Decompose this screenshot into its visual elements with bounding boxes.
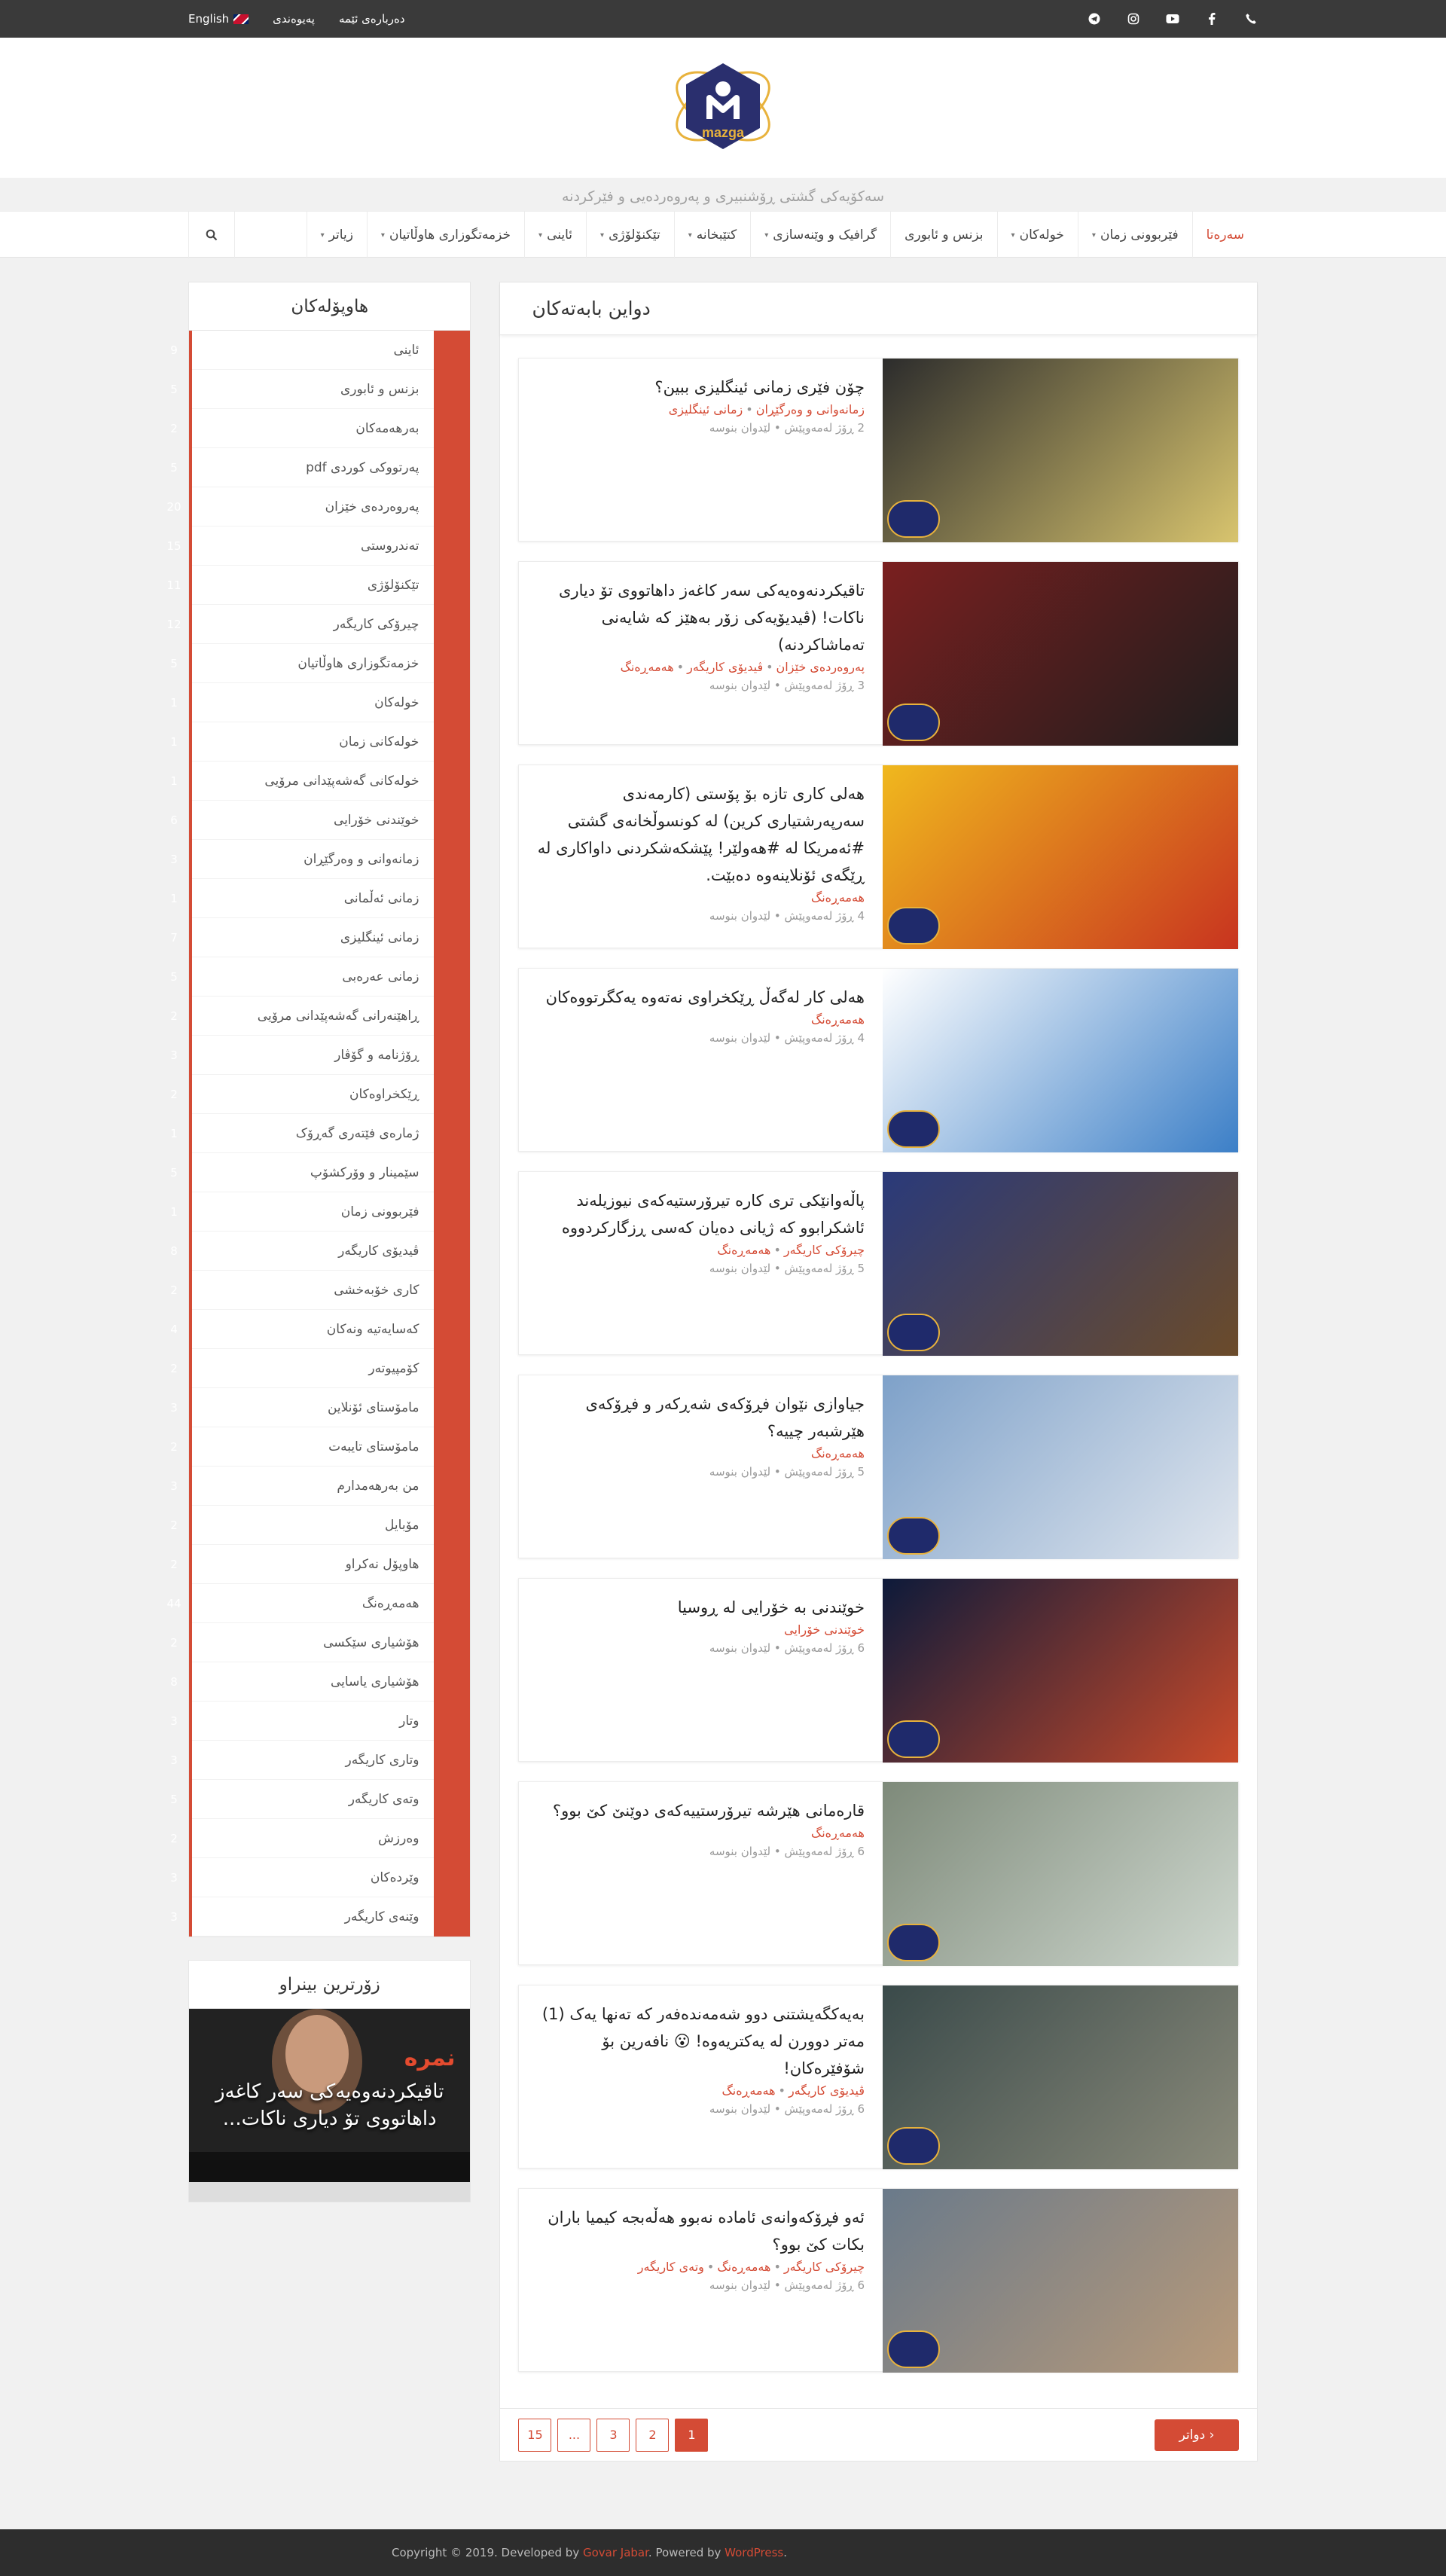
category-count: 8 <box>170 1244 178 1258</box>
category-list <box>166 331 470 1937</box>
category-name: زمانی ئینگلیزی <box>340 929 419 945</box>
category-item[interactable] <box>166 566 434 605</box>
chevron-down-icon: ▾ <box>600 230 605 240</box>
post-title[interactable]: خوێندنی بە خۆرایی لە ڕوسیا <box>677 1598 865 1616</box>
post-thumbnail[interactable] <box>883 1579 1238 1763</box>
category-name: زمانی عەرەبی <box>342 969 419 984</box>
category-name: خولەکانی گەشەپێدانی مرۆیی <box>264 773 419 789</box>
footer-developer-link[interactable]: Govar Jabar <box>582 2546 648 2559</box>
category-count: 3 <box>170 1479 178 1493</box>
category-name: ژمارەی فێتەری گەڕۆک <box>295 1125 419 1141</box>
category-count: 2 <box>170 1831 178 1845</box>
category-item[interactable] <box>170 801 434 840</box>
category-item[interactable] <box>170 644 434 683</box>
search-button[interactable] <box>188 212 235 258</box>
telegram-icon[interactable] <box>1088 12 1101 26</box>
nav-item-label: ئاینی <box>547 227 573 243</box>
category-item[interactable] <box>166 1584 434 1623</box>
post-meta: 6 ڕۆژ لەمەوپێش • لێدوان بنوسە <box>709 1641 865 1655</box>
category-separator: • <box>773 1243 781 1257</box>
post-meta: 6 ڕۆژ لەمەوپێش • لێدوان بنوسە <box>709 1845 865 1858</box>
post-body <box>519 2189 883 2371</box>
category-name: زمانی ئەڵمانی <box>343 890 419 906</box>
post-meta: 5 ڕۆژ لەمەوپێش • لێدوان بنوسە <box>709 1465 865 1479</box>
category-name: ڕاهێنەرانی گەشەپێدانی مرۆیی <box>257 1008 419 1024</box>
post-card[interactable] <box>518 765 1239 948</box>
category-item[interactable] <box>170 1467 434 1506</box>
post-card[interactable] <box>518 561 1239 745</box>
category-name: هاوپۆل نەکراو <box>345 1556 419 1572</box>
category-name: مامۆستای تایبەت <box>328 1439 419 1454</box>
category-name: هۆشیاری یاسایی <box>330 1674 419 1689</box>
page-number[interactable]: 15 <box>518 2419 551 2452</box>
post-categories <box>537 2083 865 2098</box>
category-name: ڤیدیۆی کاریگەر <box>338 1243 419 1259</box>
post-title[interactable]: جیاوازی نێوان فڕۆکەی شەڕکەر و فڕۆکەی هێرشبەر چییە؟ <box>585 1395 865 1440</box>
nav-item-label: سەرەتا <box>1206 227 1244 243</box>
category-name: کۆمپیوتەر <box>368 1360 419 1376</box>
watermark-logo-icon <box>887 1720 940 1758</box>
watermark-logo-icon <box>887 907 940 945</box>
post-body <box>519 765 883 948</box>
main-navigation <box>0 211 1446 258</box>
category-item[interactable] <box>170 1114 434 1153</box>
post-body <box>519 1579 883 1761</box>
category-name: کاری خۆبەخشی <box>334 1282 419 1298</box>
watermark-logo-icon <box>887 1924 940 1961</box>
nav-item[interactable] <box>750 212 890 258</box>
chevron-down-icon: ▾ <box>1091 230 1096 240</box>
post-meta: 4 ڕۆژ لەمەوپێش • لێدوان بنوسە <box>709 909 865 923</box>
page-numbers <box>518 2419 708 2452</box>
category-count: 3 <box>170 1048 178 1062</box>
category-name: سێمینار و وۆرکشۆپ <box>310 1164 419 1180</box>
categories-widget <box>166 282 471 1937</box>
post-thumbnail[interactable] <box>883 969 1238 1152</box>
category-item[interactable] <box>170 331 434 370</box>
category-count: 2 <box>170 1087 178 1101</box>
category-count: 1 <box>170 891 178 905</box>
footer-wordpress-link[interactable]: WordPress <box>725 2546 784 2559</box>
category-item[interactable] <box>170 762 434 801</box>
social-icons <box>1088 12 1258 26</box>
post-category-link[interactable]: هەمەڕەنگ <box>717 2260 771 2274</box>
post-categories <box>537 890 865 905</box>
category-name: وەرزش <box>378 1830 419 1846</box>
post-list <box>500 335 1257 2399</box>
category-name: هەمەڕەنگ <box>362 1595 419 1611</box>
category-item[interactable] <box>170 1702 434 1741</box>
chevron-down-icon: ▾ <box>688 230 692 240</box>
svg-text:mazga: mazga <box>701 125 745 140</box>
chevron-down-icon: ▾ <box>320 230 325 240</box>
category-count: 3 <box>170 1400 178 1415</box>
category-item[interactable] <box>170 683 434 722</box>
page-number[interactable]: 1 <box>675 2419 708 2452</box>
category-count: 2 <box>170 1557 178 1571</box>
category-count: 5 <box>170 656 178 670</box>
category-item[interactable] <box>170 370 434 409</box>
most-viewed-caption: تاقیکردنەوەیەکی سەر کاغەز داهاتووی تۆ دیاری ناکات... <box>215 2080 444 2130</box>
post-body <box>519 1985 883 2168</box>
category-count: 6 <box>170 813 178 827</box>
post-category-link[interactable]: چیرۆکی کاریگەر <box>783 1243 865 1257</box>
nav-item-label: فێربوونی زمان <box>1100 227 1179 243</box>
category-count: 2 <box>170 1439 178 1454</box>
post-categories <box>537 402 865 417</box>
category-name: ڕێکخراوەکان <box>349 1086 419 1102</box>
category-separator: • <box>773 2260 781 2274</box>
category-count: 1 <box>170 695 178 710</box>
post-title[interactable]: بەیەکگەیشتنی دوو شەمەندەفەر کە تەنها یەک (1) مەتر دوورن لە یەکتریەوە! 😮 نافەرین بۆ شۆفێرەکان! <box>541 2005 865 2077</box>
category-count: 8 <box>170 1674 178 1689</box>
most-viewed-widget <box>188 1960 471 2202</box>
language-switch[interactable] <box>188 12 249 26</box>
post-category-link[interactable]: وتەی کاریگەر <box>637 2260 704 2274</box>
category-name: کەسایەتیە ونەکان <box>326 1321 419 1337</box>
post-card[interactable] <box>518 2188 1239 2372</box>
category-item[interactable] <box>170 1349 434 1388</box>
footer-copyright: Copyright © 2019. Developed by <box>392 2546 583 2559</box>
site-logo[interactable] <box>667 50 779 163</box>
post-category-link[interactable]: چیرۆکی کاریگەر <box>783 2260 865 2274</box>
post-card[interactable] <box>518 1985 1239 2169</box>
post-category-link[interactable]: هەمەڕەنگ <box>810 890 865 905</box>
post-categories <box>537 1446 865 1460</box>
category-name: من بەرهەمدارم <box>337 1478 419 1494</box>
category-item[interactable] <box>170 918 434 957</box>
page-number[interactable]: 3 <box>596 2419 630 2452</box>
category-count: 7 <box>170 930 178 945</box>
post-category-link[interactable]: هەمەڕەنگ <box>620 660 674 674</box>
top-links <box>188 12 405 26</box>
post-category-link[interactable]: ڤیدیۆی کاریگەر <box>687 660 764 674</box>
category-count: 3 <box>170 1753 178 1767</box>
category-count: 5 <box>170 1165 178 1180</box>
post-thumbnail[interactable] <box>883 1375 1238 1559</box>
site-header <box>0 38 1446 205</box>
search-icon <box>206 229 218 241</box>
category-name: بەرهەمەکان <box>355 420 419 436</box>
category-item[interactable] <box>170 1036 434 1075</box>
facebook-icon[interactable] <box>1205 12 1219 26</box>
category-item[interactable] <box>170 722 434 762</box>
post-categories <box>537 1243 865 1257</box>
phone-icon[interactable] <box>1244 12 1258 26</box>
category-name: خزمەتگوزاری هاوڵاتیان <box>297 655 419 671</box>
category-item[interactable] <box>170 957 434 997</box>
category-name: وتەی کاریگەر <box>348 1791 419 1807</box>
post-thumbnail[interactable] <box>883 1172 1238 1356</box>
post-categories <box>537 660 865 674</box>
post-categories <box>537 2260 865 2274</box>
category-count: 2 <box>170 1635 178 1650</box>
category-separator: • <box>746 402 753 417</box>
category-count: 3 <box>170 1909 178 1924</box>
category-item[interactable] <box>170 448 434 487</box>
post-title[interactable]: قارەمانی هێرشە تیرۆرستییەکەی دوێنێ کێ بوو؟ <box>552 1802 865 1820</box>
category-count: 2 <box>170 421 178 435</box>
category-count: 2 <box>170 1283 178 1297</box>
site-tagline: سەکۆیەکی گشتی ڕۆشنبیری و پەروەردەیی و فێرکردنە <box>562 188 884 205</box>
category-name: زمانەوانی و وەرگێڕان <box>304 851 419 867</box>
category-name: بزنس و ئابوری <box>340 381 419 397</box>
footer-powered-text: . Powered by <box>648 2546 725 2559</box>
watermark-logo-icon <box>887 704 940 741</box>
contact-link[interactable]: پەیوەندی <box>273 12 315 26</box>
category-count: 1 <box>170 774 178 788</box>
category-count: 4 <box>170 1322 178 1336</box>
post-card[interactable] <box>518 1171 1239 1355</box>
category-item[interactable] <box>170 1545 434 1584</box>
category-item[interactable] <box>166 526 434 566</box>
post-title[interactable]: هەلی کاری تازە بۆ پۆستی (کارمەندی سەرپەرشتیاری کرین) لە کونسوڵخانەی گشتی #ئەمریکا لە #هەولێر! پێشکەشکردنی داواکاری لە ڕێگەی ئۆنلاینەوە دەبێت. <box>537 785 865 884</box>
category-count: 5 <box>170 1792 178 1806</box>
post-title[interactable]: تاقیکردنەوەیەکی سەر کاغەز داهاتووی تۆ دیاری ناکات! (ڤیدیۆیەکی زۆر بەهێز کە شایەنی تەماشاکردنە) <box>559 581 865 654</box>
post-meta: 3 ڕۆژ لەمەوپێش • لێدوان بنوسە <box>709 679 865 692</box>
category-count: 2 <box>170 1009 178 1023</box>
post-card[interactable] <box>518 1781 1239 1965</box>
category-item[interactable] <box>170 1623 434 1662</box>
pagination <box>500 2408 1257 2461</box>
category-name: وتار <box>399 1713 419 1729</box>
category-name: خوێندنی خۆرایی <box>333 812 419 828</box>
category-separator: • <box>706 2260 715 2274</box>
category-item[interactable] <box>170 1388 434 1427</box>
post-title[interactable]: هەلی کار لەگەڵ ڕێکخراوی نەتەوە یەکگرتووەکان <box>545 988 865 1006</box>
post-meta: 6 ڕۆژ لەمەوپێش • لێدوان بنوسە <box>709 2278 865 2292</box>
category-count: 5 <box>170 382 178 396</box>
category-count: 3 <box>170 1870 178 1885</box>
post-thumbnail[interactable] <box>883 562 1238 746</box>
category-count: 9 <box>170 343 178 357</box>
pagination-ellipsis: ... <box>557 2419 590 2452</box>
category-count: 44 <box>166 1596 182 1610</box>
category-name: ڕۆژنامە و گۆڤار <box>334 1047 419 1063</box>
post-card[interactable] <box>518 1578 1239 1762</box>
category-item[interactable] <box>170 1192 434 1232</box>
chevron-down-icon: ▾ <box>764 230 769 240</box>
post-category-link[interactable]: ڤیدیۆی کاریگەر <box>788 2083 865 2098</box>
post-meta: 5 ڕۆژ لەمەوپێش • لێدوان بنوسە <box>709 1262 865 1275</box>
latest-posts-title: دواین بابەتەکان <box>500 282 1257 335</box>
category-name: وێردەکان <box>370 1869 419 1885</box>
nav-item[interactable] <box>307 212 367 258</box>
post-body <box>519 1782 883 1964</box>
category-separator: • <box>778 2083 786 2098</box>
post-body <box>519 562 883 744</box>
post-thumbnail[interactable] <box>883 1985 1238 2169</box>
category-count: 3 <box>170 852 178 866</box>
post-category-link[interactable]: هەمەڕەنگ <box>810 1446 865 1460</box>
category-name: وێنەی کاریگەر <box>344 1909 419 1924</box>
page-number[interactable]: 2 <box>636 2419 669 2452</box>
next-page-button[interactable]: دواتر › <box>1155 2419 1239 2451</box>
category-item[interactable] <box>170 1271 434 1310</box>
nav-item-label: زیاتر <box>328 227 353 243</box>
category-item[interactable] <box>170 409 434 448</box>
category-item[interactable] <box>170 879 434 918</box>
category-count: 20 <box>166 499 182 514</box>
category-name: تێکنۆلۆژی <box>367 577 419 593</box>
category-name: خولەکانی زمان <box>339 734 419 749</box>
youtube-icon[interactable] <box>1166 12 1179 26</box>
nav-item[interactable] <box>997 212 1078 258</box>
category-name: مامۆستای ئۆنلاین <box>327 1399 419 1415</box>
site-footer <box>0 2529 1446 2576</box>
post-categories <box>537 1826 865 1840</box>
category-item[interactable] <box>170 1741 434 1780</box>
most-viewed-item[interactable] <box>189 2009 470 2202</box>
nav-item[interactable] <box>367 212 524 258</box>
watermark-logo-icon <box>887 1517 940 1555</box>
watermark-logo-icon <box>887 2127 940 2165</box>
category-name: تەندروستی <box>360 538 419 554</box>
nav-item[interactable] <box>1192 212 1258 258</box>
category-name: هۆشیاری سێکسی <box>323 1634 419 1650</box>
category-item[interactable] <box>170 1662 434 1702</box>
post-meta: 2 ڕۆژ لەمەوپێش • لێدوان بنوسە <box>709 421 865 435</box>
watermark-logo-icon <box>887 1110 940 1148</box>
nav-item-label: گرافیک و وێنەسازی <box>773 227 877 243</box>
category-count: 1 <box>170 1126 178 1140</box>
category-item[interactable] <box>170 1858 434 1897</box>
post-thumbnail[interactable] <box>883 765 1238 949</box>
category-count: 1 <box>170 734 178 749</box>
category-item[interactable] <box>170 1506 434 1545</box>
post-thumbnail[interactable] <box>883 1782 1238 1966</box>
nav-item-label: خزمەتگوزاری هاوڵاتیان <box>389 227 511 243</box>
category-item[interactable] <box>170 1780 434 1819</box>
chevron-down-icon: ▾ <box>1011 230 1015 240</box>
nav-item[interactable] <box>890 212 996 258</box>
category-name: مۆبایل <box>385 1517 419 1533</box>
category-count: 15 <box>166 539 182 553</box>
post-card[interactable] <box>518 968 1239 1152</box>
instagram-icon[interactable] <box>1127 12 1140 26</box>
footer-end: . <box>783 2546 787 2559</box>
category-name: چیرۆکی کاریگەر <box>333 616 419 632</box>
nav-item[interactable] <box>1078 212 1192 258</box>
post-meta: 4 ڕۆژ لەمەوپێش • لێدوان بنوسە <box>709 1031 865 1045</box>
post-card[interactable] <box>518 1375 1239 1558</box>
uk-flag-icon <box>233 14 249 24</box>
post-category-link[interactable]: هەمەڕەنگ <box>721 2083 776 2098</box>
category-item[interactable] <box>170 1427 434 1467</box>
post-body <box>519 359 883 541</box>
most-viewed-badge: نمرە <box>404 2045 456 2071</box>
latest-posts <box>499 282 1258 2462</box>
category-item[interactable] <box>170 997 434 1036</box>
about-link[interactable]: دەربارەی ئێمە <box>338 12 405 26</box>
post-category-link[interactable]: هەمەڕەنگ <box>810 1012 865 1027</box>
post-categories <box>537 1622 865 1637</box>
category-item[interactable] <box>170 840 434 879</box>
category-item[interactable] <box>170 1897 434 1937</box>
most-viewed-title: زۆرترین بینراو <box>189 1961 470 2009</box>
category-count: 5 <box>170 460 178 475</box>
nav-item-label: کتێبخانە <box>696 227 737 243</box>
category-name: پەرتووکی کوردی pdf <box>306 459 419 475</box>
post-category-link[interactable]: زمانەوانی و وەرگێڕان <box>755 402 865 417</box>
category-count: 11 <box>166 578 182 592</box>
nav-item[interactable] <box>524 212 586 258</box>
post-card[interactable] <box>518 358 1239 542</box>
nav-item[interactable] <box>586 212 674 258</box>
category-item[interactable] <box>166 605 434 644</box>
nav-item-label: تێکنۆلۆژی <box>609 227 660 243</box>
category-name: پەروەردەی خێزان <box>325 499 419 514</box>
category-count: 12 <box>166 617 182 631</box>
category-count: 2 <box>170 1361 178 1375</box>
chevron-down-icon: ▾ <box>380 230 385 240</box>
post-category-link[interactable]: خوێندنی خۆرایی <box>784 1622 865 1637</box>
category-separator: • <box>676 660 685 674</box>
category-name: فێربوونی زمان <box>340 1204 419 1219</box>
category-count: 1 <box>170 1204 178 1219</box>
post-title[interactable]: چۆن فێری زمانی ئینگلیزی ببین؟ <box>654 378 865 396</box>
category-name: وتاری کاریگەر <box>345 1752 419 1768</box>
post-categories <box>537 1012 865 1027</box>
categories-title: هاوپۆلەکان <box>189 282 470 331</box>
category-name: خولەکان <box>374 694 419 710</box>
category-separator: • <box>766 660 773 674</box>
post-category-link[interactable]: پەروەردەی خێزان <box>776 660 865 674</box>
watermark-logo-icon <box>887 1314 940 1351</box>
category-count: 5 <box>170 969 178 984</box>
post-title[interactable]: ئەو فڕۆکەوانەی ئامادە نەبوو هەڵەبجە کیمیا باران بکات کێ بوو؟ <box>548 2208 865 2254</box>
post-body <box>519 1375 883 1558</box>
post-title[interactable]: پاڵەوانێکی تری کارە تیرۆرستیەکەی نیوزیلەند ئاشکرابوو کە ژیانی دەیان کەسی ڕزگارکردووە <box>561 1192 865 1237</box>
category-item[interactable] <box>170 1819 434 1858</box>
post-category-link[interactable]: هەمەڕەنگ <box>810 1826 865 1840</box>
top-bar <box>0 0 1446 38</box>
category-item[interactable] <box>166 487 434 526</box>
category-item[interactable] <box>170 1232 434 1271</box>
post-body <box>519 1172 883 1354</box>
post-thumbnail[interactable] <box>883 359 1238 542</box>
nav-item[interactable] <box>674 212 751 258</box>
post-meta: 6 ڕۆژ لەمەوپێش • لێدوان بنوسە <box>709 2102 865 2116</box>
category-item[interactable] <box>170 1153 434 1192</box>
nav-item-label: خولەکان <box>1019 227 1064 243</box>
watermark-logo-icon <box>887 500 940 538</box>
watermark-logo-icon <box>887 2330 940 2368</box>
category-count: 2 <box>170 1518 178 1532</box>
category-item[interactable] <box>170 1310 434 1349</box>
category-item[interactable] <box>170 1075 434 1114</box>
post-body <box>519 969 883 1151</box>
language-label: English <box>188 12 230 26</box>
post-thumbnail[interactable] <box>883 2189 1238 2373</box>
post-category-link[interactable]: زمانی ئینگلیزی <box>668 402 743 417</box>
nav-item-label: بزنس و ئابوری <box>905 227 984 243</box>
category-count: 3 <box>170 1714 178 1728</box>
chevron-down-icon: ▾ <box>538 230 543 240</box>
sidebar <box>166 282 471 2225</box>
category-name: ئاینی <box>393 342 419 358</box>
post-category-link[interactable]: هەمەڕەنگ <box>717 1243 771 1257</box>
